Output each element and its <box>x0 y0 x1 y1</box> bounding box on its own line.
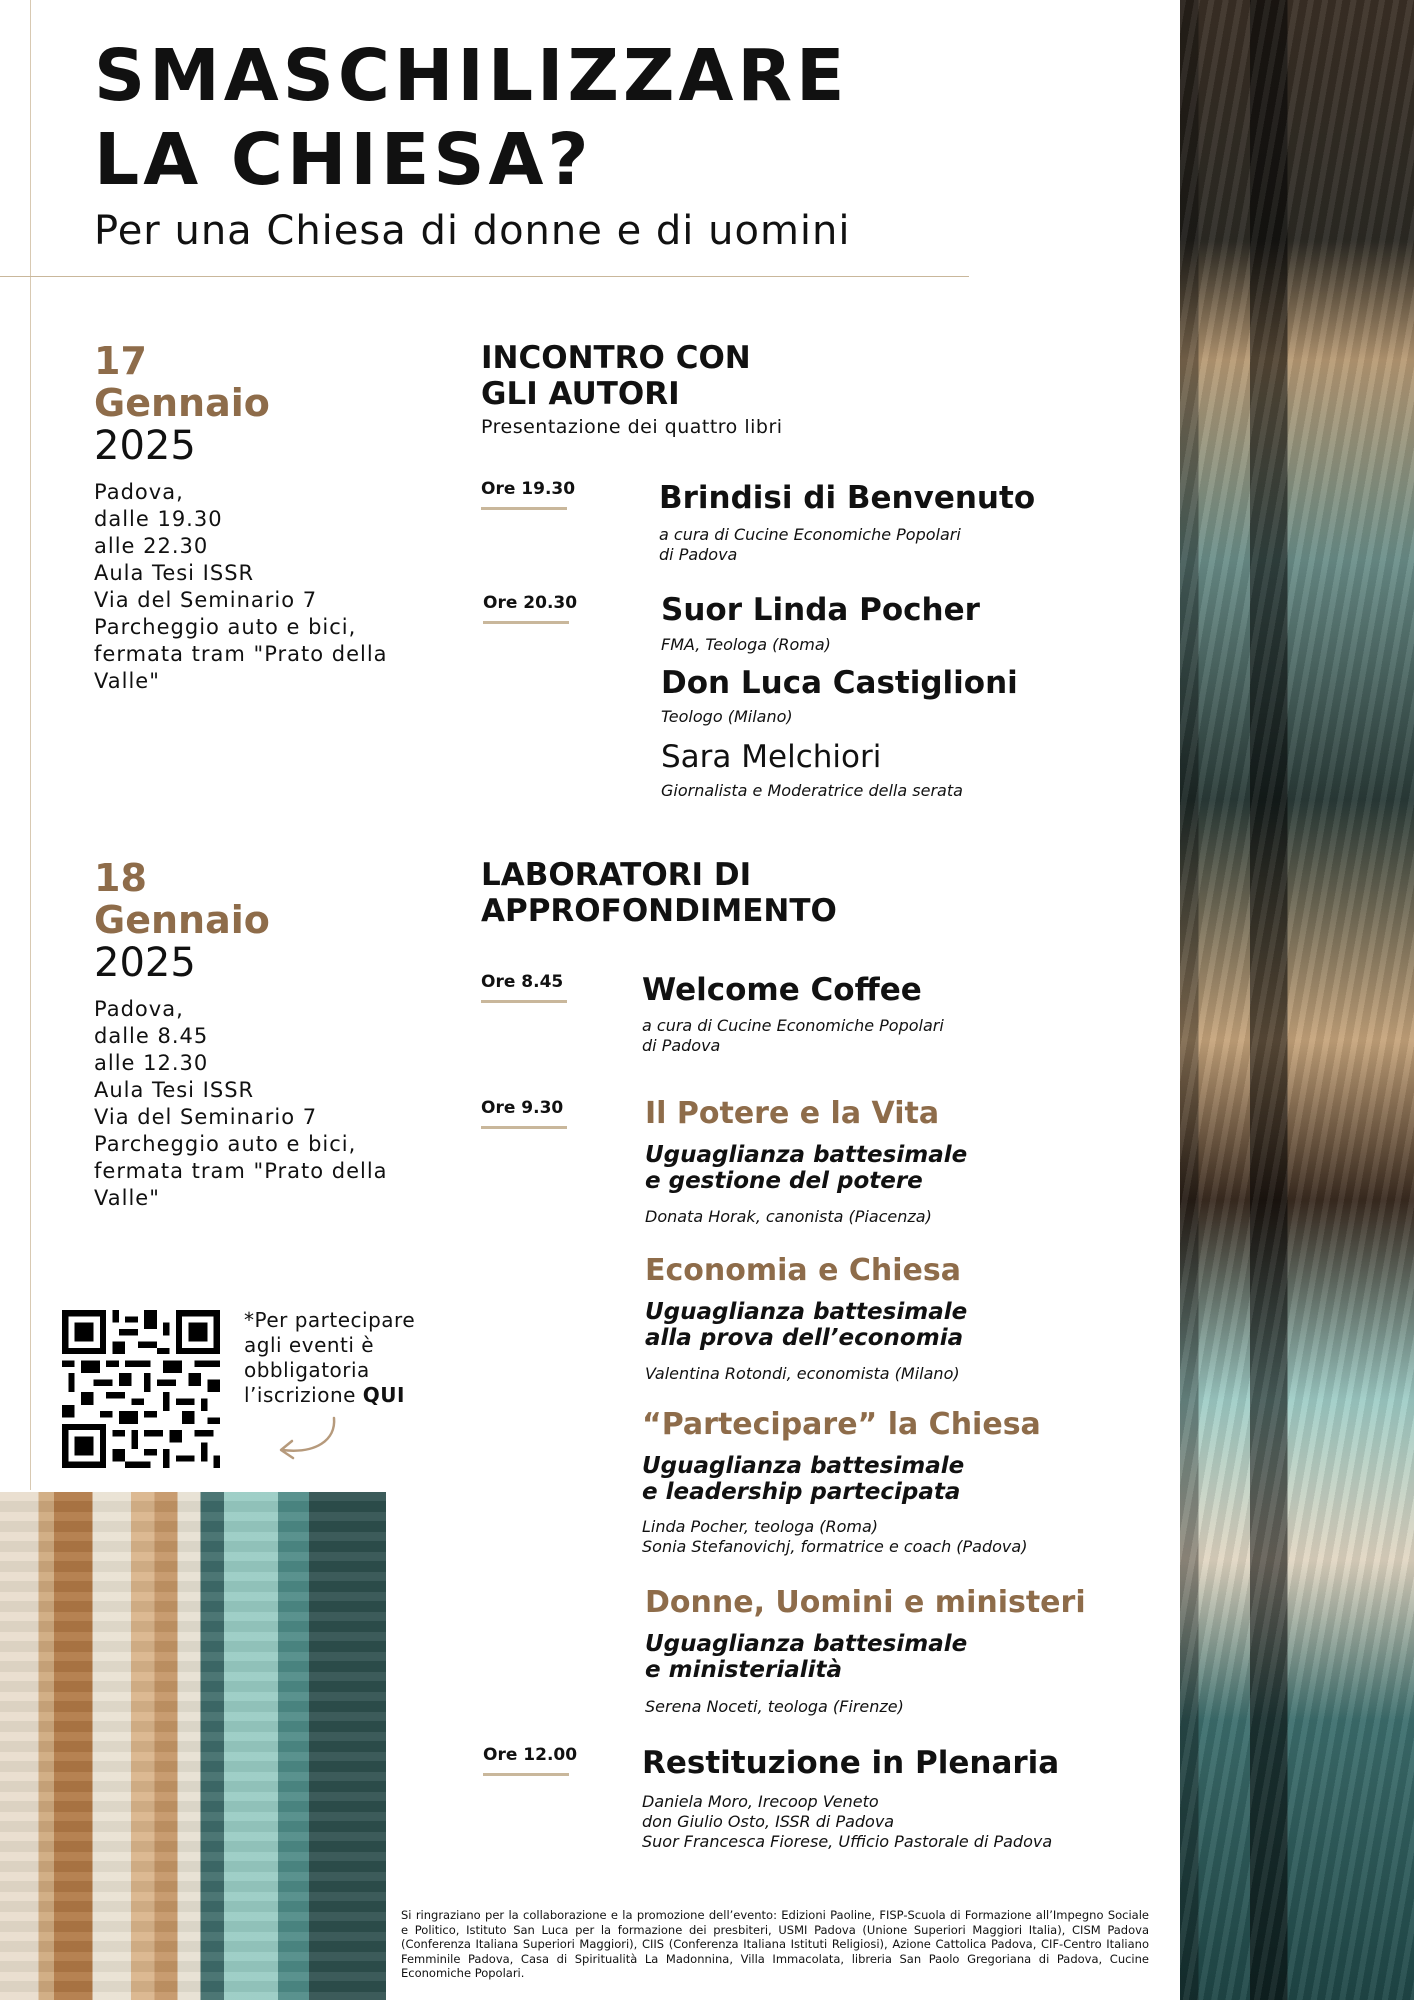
event-name: Brindisi di Benvenuto <box>659 480 1036 516</box>
day2-place: Padova, dalle 8.45 alle 12.30 Aula Tesi ISSR Via del Seminario 7 Parcheggio auto e bici, fermata tram "Prato della Valle" <box>94 997 388 1210</box>
lab-speaker: Valentina Rotondi, economista (Milano) <box>645 1364 960 1383</box>
day1-time-1930: Ore 19.30 <box>481 479 576 499</box>
painted-artwork-right <box>1180 0 1414 2000</box>
lab-title: “Partecipare” la Chiesa <box>642 1407 1041 1442</box>
day1-month: Gennaio <box>94 381 270 425</box>
curved-arrow-icon <box>276 1414 340 1464</box>
event-name: Welcome Coffee <box>642 972 922 1008</box>
lab-title: Donne, Uomini e ministeri <box>645 1585 1086 1620</box>
moderator-name: Sara Melchiori <box>661 739 882 775</box>
day1-date <box>94 340 270 468</box>
poster-subtitle: Per una Chiesa di donne e di uomini <box>94 208 851 254</box>
lab-speakers: Linda Pocher, teologa (Roma) Sonia Stefanovichj, formatrice e coach (Padova) <box>642 1517 1028 1556</box>
speaker-name: Suor Linda Pocher <box>661 592 980 628</box>
day1-place: Padova, dalle 19.30 alle 22.30 Aula Tesi ISSR Via del Seminario 7 Parcheggio auto e bici, fermata tram "Prato della Valle" <box>94 480 388 693</box>
lab-subtitle: Uguaglianza battesimale alla prova dell’economia <box>645 1299 968 1351</box>
lab-title: Economia e Chiesa <box>645 1253 961 1288</box>
day2-day: 18 <box>94 856 147 900</box>
registration-link[interactable]: QUI <box>362 1383 405 1407</box>
horizontal-rule <box>0 276 969 277</box>
day1-section-subtitle: Presentazione dei quattro libri <box>481 416 783 438</box>
speaker-role: Teologo (Milano) <box>661 707 793 726</box>
registration-text: *Per partecipare agli eventi è obbligatoria l’iscrizione <box>244 1308 416 1407</box>
speaker-name: Don Luca Castiglioni <box>661 665 1018 701</box>
day1-time-2030: Ore 20.30 <box>483 593 578 613</box>
speaker-role: FMA, Teologa (Roma) <box>661 635 831 654</box>
event-note: a cura di Cucine Economiche Popolari di Padova <box>659 525 961 564</box>
day1-year: 2025 <box>94 423 196 469</box>
day2-month: Gennaio <box>94 898 270 942</box>
day2-year: 2025 <box>94 940 196 986</box>
day2-time-845: Ore 8.45 <box>481 972 564 992</box>
lab-speaker: Donata Horak, canonista (Piacenza) <box>645 1207 932 1226</box>
lab-subtitle: Uguaglianza battesimale e gestione del potere <box>645 1142 968 1194</box>
day2-time-1200: Ore 12.00 <box>483 1745 578 1765</box>
event-note: a cura di Cucine Economiche Popolari di Padova <box>642 1016 944 1055</box>
lab-speaker: Serena Noceti, teologa (Firenze) <box>645 1697 904 1716</box>
day2-section-title: LABORATORI DI APPROFONDIMENTO <box>481 857 837 929</box>
painted-artwork-bottom-left <box>0 1492 386 2000</box>
lab-subtitle: Uguaglianza battesimale e ministerialità <box>645 1631 968 1683</box>
lab-subtitle: Uguaglianza battesimale e leadership partecipata <box>642 1453 965 1505</box>
qr-code[interactable] <box>62 1310 220 1468</box>
lab-title: Il Potere e la Vita <box>645 1096 940 1131</box>
event-note: Daniela Moro, Irecoop Veneto don Giulio Osto, ISSR di Padova Suor Francesca Fiorese, Ufficio Pastorale di Padova <box>642 1792 1053 1851</box>
day2-date <box>94 857 270 985</box>
day2-time-930: Ore 9.30 <box>481 1098 564 1118</box>
registration-note <box>244 1308 415 1408</box>
day1-day: 17 <box>94 339 147 383</box>
day1-section-title: INCONTRO CON GLI AUTORI <box>481 340 751 412</box>
moderator-role: Giornalista e Moderatrice della serata <box>661 781 963 800</box>
acknowledgements: Si ringraziano per la collaborazione e la promozione dell’evento: Edizioni Paoline, FISP-Scuola di Formazione all’Impegno Sociale e Politico, Istituto San Luca per la formazione dei presbiteri, USMI Padova (Unione Superiori Maggiori Italia), CISM Padova (Conferenza Italiana Superiori Maggiori), CIIS (Conferenza Italiana Istituti Religiosi), Azione Cattolica Padova, CIF-Centro Italiano Femminile Padova, Casa di Spiritualità La Madonnina, Villa Immacolata, libreria San Paolo Gregoriana di Padova, Cucine Economiche Popolari. <box>401 1908 1149 1980</box>
poster-title: SMASCHILIZZARE LA CHIESA? <box>94 34 849 201</box>
vertical-rule <box>30 0 31 1490</box>
event-name: Restituzione in Plenaria <box>642 1745 1060 1781</box>
